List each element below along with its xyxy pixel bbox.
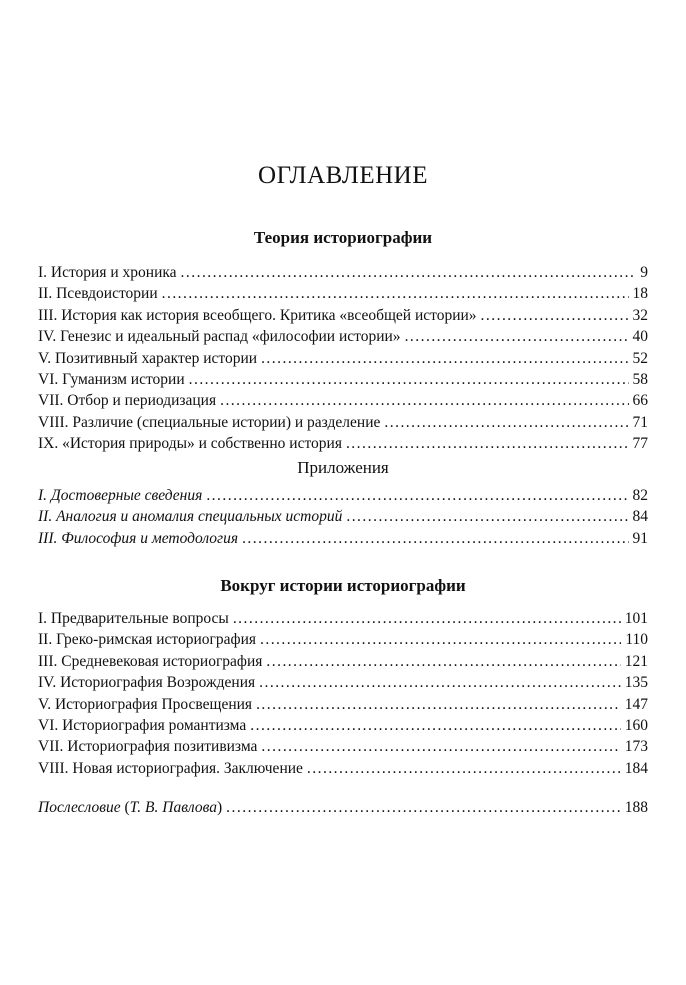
- toc-entry-label: [38, 797, 222, 818]
- dot-leader: [307, 758, 621, 779]
- dot-leader: [261, 348, 628, 369]
- dot-leader: [226, 797, 621, 818]
- toc-entry[interactable]: [38, 283, 648, 304]
- toc-entry-page: 110: [625, 631, 648, 649]
- toc-list-around: [38, 608, 648, 779]
- dot-leader: [206, 485, 628, 506]
- toc-entry-label: VII. Отбор и периодизация: [38, 392, 217, 410]
- toc-entry[interactable]: [38, 672, 648, 693]
- toc-entry-page: 40: [632, 328, 648, 346]
- toc-entry-label: VII. Историография позитивизма: [38, 738, 258, 756]
- toc-entry-page: 101: [624, 610, 648, 627]
- dot-leader: [259, 672, 621, 693]
- dot-leader: [346, 506, 628, 527]
- toc-entry[interactable]: [38, 326, 648, 347]
- toc-entry-page: 71: [632, 413, 648, 431]
- dot-leader: [266, 651, 620, 672]
- toc-entry-label: II. Греко-римская историография: [38, 631, 256, 649]
- dot-leader: [346, 433, 629, 454]
- toc-entry[interactable]: [38, 348, 648, 369]
- toc-entry[interactable]: [38, 485, 648, 506]
- toc-entry[interactable]: [38, 528, 648, 549]
- toc-entry-label: III. Средневековая историография: [38, 652, 263, 670]
- toc-entry-label: V. Позитивный характер истории: [38, 349, 258, 367]
- dot-leader: [233, 608, 621, 629]
- toc-entry[interactable]: [38, 694, 648, 715]
- dot-leader: [384, 412, 628, 433]
- toc-entry-page: 184: [624, 759, 648, 777]
- toc-entry[interactable]: [38, 433, 648, 454]
- toc-list-afterword: [38, 797, 648, 818]
- dot-leader: [189, 369, 629, 390]
- toc-entry-label: II. Псевдоистории: [38, 285, 158, 303]
- dot-leader: [181, 262, 637, 283]
- dot-leader: [405, 326, 629, 347]
- section-heading-appendix: Приложения: [297, 458, 389, 477]
- toc-entry-page: 32: [632, 306, 648, 324]
- toc-list-theory: [38, 262, 648, 455]
- toc-entry-page: 9: [640, 264, 648, 281]
- dot-leader: [250, 715, 620, 736]
- toc-entry[interactable]: [38, 651, 648, 672]
- toc-entry-page: 91: [632, 529, 648, 547]
- toc-entry-page: 77: [632, 435, 648, 453]
- toc-entry[interactable]: [38, 305, 648, 326]
- toc-entry-page: 52: [632, 349, 648, 367]
- toc-entry-page: 188: [624, 799, 648, 816]
- toc-entry-page: 135: [624, 674, 648, 692]
- toc-entry[interactable]: [38, 506, 648, 527]
- toc-entry-label: VIII. Различие (специальные истории) и разделение: [38, 413, 381, 431]
- dot-leader: [162, 283, 629, 304]
- toc-entry-page: 84: [632, 508, 648, 526]
- dot-leader: [220, 390, 628, 411]
- toc-entry-page: 121: [624, 652, 648, 670]
- afterword-paren-open: (: [120, 799, 130, 816]
- toc-entry-page: 66: [632, 392, 648, 410]
- toc-entry[interactable]: [38, 369, 648, 390]
- toc-entry-label: I. История и хроника: [38, 264, 177, 281]
- toc-entry-label: I. Достоверные сведения: [38, 487, 203, 504]
- toc-entry[interactable]: [38, 629, 648, 650]
- toc-entry-label: II. Аналогия и аномалия специальных историй: [38, 508, 343, 526]
- toc-entry-label: III. История как история всеобщего. Критика «всеобщей истории»: [38, 306, 477, 324]
- toc-entry[interactable]: [38, 608, 648, 629]
- afterword-author: Т. В. Павлова: [129, 799, 217, 816]
- toc-entry[interactable]: [38, 412, 648, 433]
- toc-entry-page: 147: [624, 695, 648, 713]
- section-heading-around: Вокруг истории историографии: [220, 576, 466, 595]
- toc-entry-label: VI. Гуманизм истории: [38, 370, 185, 388]
- toc-entry-page: 160: [624, 716, 648, 734]
- toc-entry-label: V. Историография Просвещения: [38, 695, 253, 713]
- dot-leader: [260, 629, 621, 650]
- toc-entry-label: IV. Историография Возрождения: [38, 674, 256, 692]
- toc-entry-page: 58: [632, 370, 648, 388]
- toc-entry-page: 173: [624, 738, 648, 756]
- toc-entry-label: IV. Генезис и идеальный распад «философии истории»: [38, 328, 401, 346]
- toc-list-appendix: [38, 485, 648, 549]
- toc-entry-label: VIII. Новая историография. Заключение: [38, 759, 303, 777]
- toc-entry-label: III. Философия и методология: [38, 529, 239, 547]
- toc-entry[interactable]: [38, 736, 648, 757]
- toc-entry[interactable]: [38, 797, 648, 818]
- dot-leader: [256, 694, 621, 715]
- afterword-label: Послесловие: [38, 799, 121, 816]
- dot-leader: [481, 305, 629, 326]
- toc-entry-page: 82: [632, 487, 648, 504]
- page-title: ОГЛАВЛЕНИЕ: [258, 162, 428, 189]
- dot-leader: [261, 736, 620, 757]
- toc-entry[interactable]: [38, 262, 648, 283]
- toc-entry[interactable]: [38, 758, 648, 779]
- toc-entry-label: I. Предварительные вопросы: [38, 610, 229, 627]
- section-heading-theory: Теория историографии: [253, 228, 433, 247]
- toc-entry[interactable]: [38, 390, 648, 411]
- dot-leader: [242, 528, 628, 549]
- toc-entry-label: VI. Историография романтизма: [38, 716, 247, 734]
- toc-entry[interactable]: [38, 715, 648, 736]
- toc-entry-page: 18: [632, 285, 648, 303]
- afterword-paren-close: ): [217, 799, 223, 816]
- toc-entry-label: IX. «История природы» и собственно история: [38, 435, 342, 453]
